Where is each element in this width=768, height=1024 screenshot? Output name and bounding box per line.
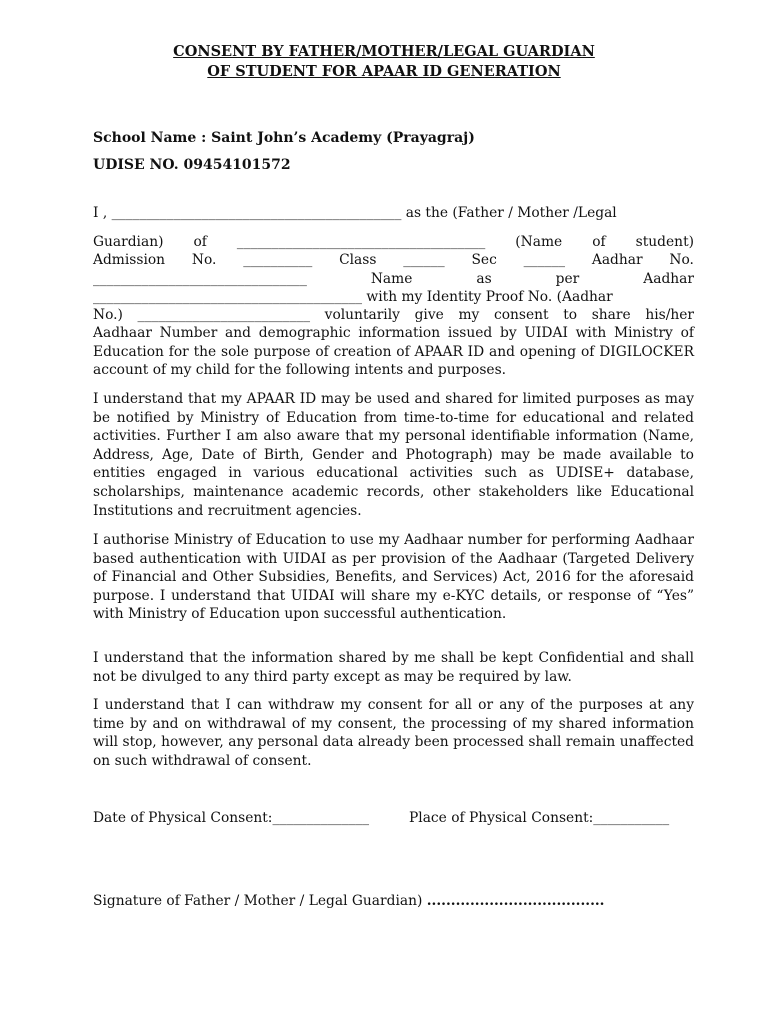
declaration-word: Sec: [471, 252, 497, 268]
date-of-consent-field: Date of Physical Consent:______________: [93, 810, 370, 826]
declaration-line-admission: [93, 251, 694, 269]
admission-no-blank: __________: [243, 252, 313, 268]
consent-paragraph-usage: I understand that my APAAR ID may be used and shared for limited purposes as may be notified by Ministry of Education from time-to-time for educational and related activities. Further I am also aware that my personal identifiable information (Name, Address, Age, Date of Birth, Gender and Photograph) may be made available to entities engaged in various educational activities such as UDISE+ database, scholarships, maintenance academic records, other stakeholders like Educational Institutions and recruitment agencies.: [93, 391, 694, 519]
class-blank: ______: [403, 252, 445, 268]
declaration-word: No.: [669, 252, 694, 268]
declaration-word: his/her: [645, 307, 694, 323]
form-title-line-2: OF STUDENT FOR APAAR ID GENERATION: [207, 63, 561, 80]
school-name: School Name : Saint John’s Academy (Prayagraj): [93, 130, 475, 146]
declaration-word: No.: [191, 252, 217, 268]
student-name-blank: ____________________________________: [236, 234, 486, 250]
identity-proof-blank: _________________________: [137, 307, 311, 323]
consent-paragraph-authentication: I authorise Ministry of Education to use my Aadhaar number for performing Aadhaar based authentication with UIDAI as per provision of the Aadhaar (Targeted Delivery of Financial and Other Subsidies, Benefits, and Services) Act, 2016 for the aforesaid purpose. I understand that UIDAI will share my e-KYC details, or response of “Yes” with Ministry of Education upon successful authentication.: [93, 532, 694, 623]
declaration-word: of: [592, 234, 606, 250]
form-title-line-1: CONSENT BY FATHER/MOTHER/LEGAL GUARDIAN: [173, 43, 595, 60]
declaration-word: Guardian): [93, 234, 164, 250]
declaration-word: Admission: [93, 252, 166, 268]
declaration-line-aadhar-number: [93, 270, 694, 288]
declaration-word: of: [193, 234, 207, 250]
declaration-word: Aadhar: [591, 252, 643, 268]
place-of-consent-field: Place of Physical Consent:___________: [409, 810, 670, 826]
declaration-line-student: [93, 233, 694, 251]
declaration-word: share: [591, 307, 631, 323]
aadhar-no-blank: _______________________________: [93, 271, 307, 287]
declaration-word: Name: [370, 271, 413, 287]
declaration-word: Class: [339, 252, 377, 268]
signature-field: [93, 892, 604, 910]
udise-number: UDISE NO. 09454101572: [93, 157, 291, 173]
consent-paragraph-withdrawal: I understand that I can withdraw my consent for all or any of the purposes at any time by and on withdrawal of my consent, the processing of my shared information will stop, however, any personal data already been processed shall remain unaffected on such withdrawal of consent.: [93, 697, 694, 769]
declaration-word: consent: [493, 307, 549, 323]
declaration-word: (Name: [515, 234, 563, 250]
consent-paragraph-confidentiality: I understand that the information shared by me shall be kept Confidential and shall not be divulged to any third party except as may be required by law.: [93, 650, 694, 685]
declaration-word: as: [476, 271, 492, 287]
declaration-word: student): [635, 234, 694, 250]
declaration-word: voluntarily: [324, 307, 400, 323]
signature-label: Signature of Father / Mother / Legal Guardian): [93, 893, 423, 909]
declaration-word: No.): [93, 307, 123, 323]
declaration-word: give: [414, 307, 444, 323]
declaration-paragraph: Aadhaar Number and demographic information issued by UIDAI with Ministry of Education for the sole purpose of creation of APAAR ID and opening of DIGILOCKER account of my child for the following intents and purposes.: [93, 325, 694, 379]
declaration-word: Aadhar: [643, 271, 694, 287]
section-blank: ______: [523, 252, 566, 268]
declaration-line-parent: I , __________________________________________ as the (Father / Mother /Legal: [93, 205, 617, 221]
signature-blank: .....................................: [426, 893, 605, 909]
declaration-word: my: [458, 307, 480, 323]
declaration-word: per: [555, 271, 580, 287]
declaration-line-aadhar-name: _______________________________________ with my Identity Proof No. (Aadhar: [93, 289, 613, 305]
declaration-line-identity-proof: [93, 306, 694, 324]
declaration-word: to: [563, 307, 578, 323]
